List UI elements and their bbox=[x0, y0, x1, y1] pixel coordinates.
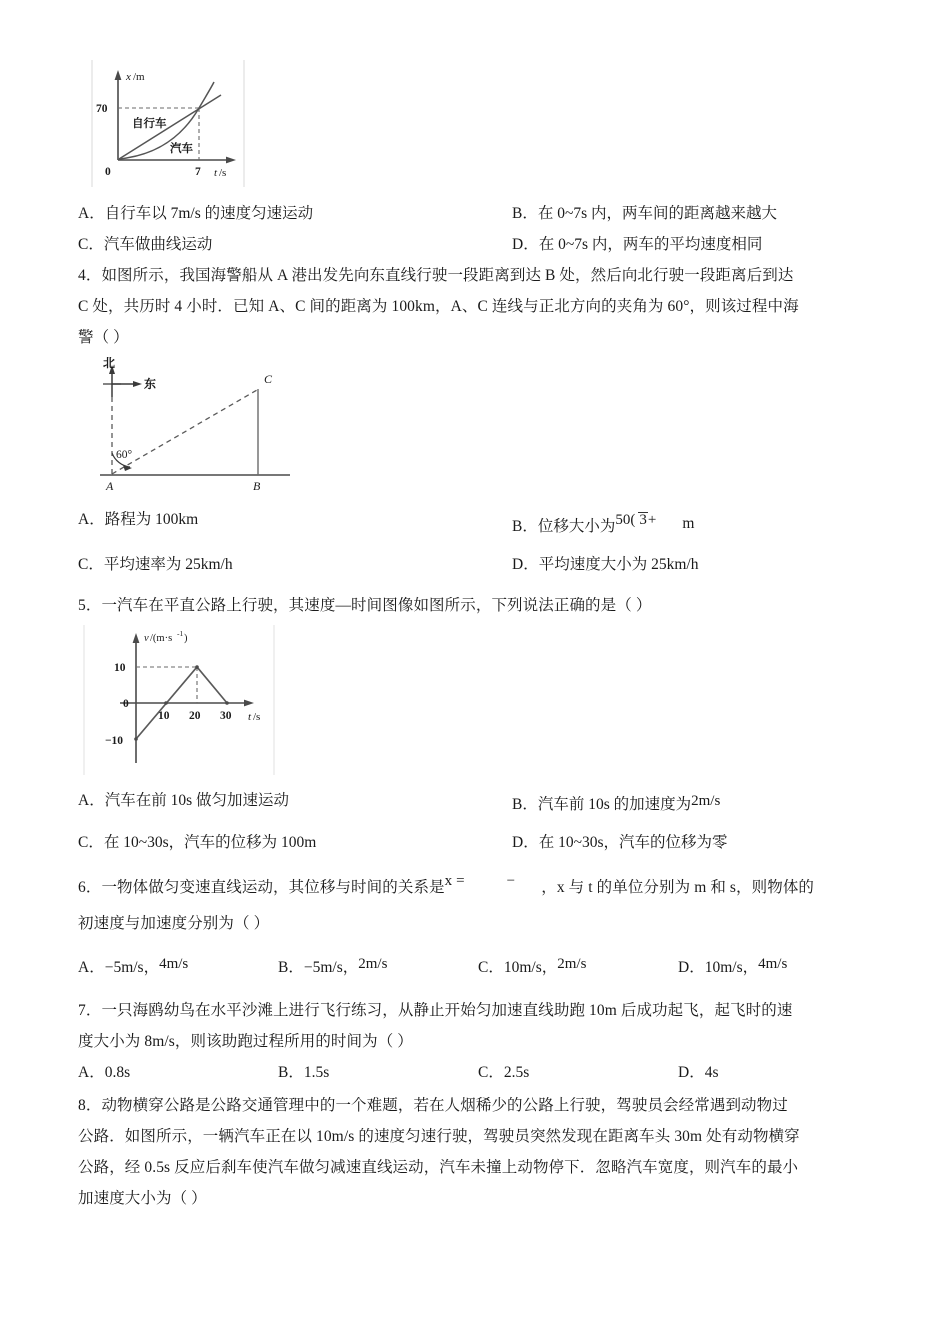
q4-option-a-key: A． bbox=[78, 511, 105, 528]
q6-option-b-text: −5m/s， bbox=[303, 959, 359, 976]
svg-text:A: A bbox=[106, 479, 114, 493]
q6-option-d-formula: 4m/s bbox=[758, 956, 788, 972]
q8-stem-line-3: 公路，经 0.5s 反应后刹车使汽车做匀减速直线运动，汽车未撞上动物停下．忽略汽车宽度，则汽车的最小 bbox=[78, 1159, 799, 1176]
q4-option-c[interactable] bbox=[78, 546, 478, 584]
q4-formula-radicand: 3 bbox=[639, 512, 647, 528]
q3-option-a-text: 自行车以 7m/s 的速度匀速运动 bbox=[104, 205, 314, 222]
q4-option-a-text: 路程为 100km bbox=[104, 511, 199, 528]
svg-text:北: 北 bbox=[103, 357, 116, 370]
q5-option-c-key: C． bbox=[78, 834, 104, 851]
svg-text:C: C bbox=[264, 372, 273, 386]
svg-text:−10: −10 bbox=[105, 735, 124, 747]
q4-stem-line-1: 4．如图所示，我国海警船从 A 港出发先向东直线行驶一段距离到达 B 处，然后向北行驶一段距离后到达 bbox=[78, 267, 794, 284]
q3-option-a-key: A． bbox=[78, 205, 105, 222]
q5-velocity-time-figure bbox=[78, 623, 878, 778]
svg-text:东: 东 bbox=[144, 377, 157, 391]
q5-option-b-key: B． bbox=[512, 796, 538, 813]
q3-option-c-key: C． bbox=[78, 236, 104, 253]
q4-option-d-text: 平均速度大小为 25km/h bbox=[538, 556, 699, 573]
q5-option-a[interactable] bbox=[78, 782, 478, 824]
q4-formula-unit: m bbox=[682, 515, 695, 532]
q3-options-row-1 bbox=[78, 198, 878, 229]
svg-text:30: 30 bbox=[220, 710, 232, 722]
q6-option-d-text: 10m/s， bbox=[704, 959, 759, 976]
svg-text:/s: /s bbox=[219, 167, 227, 179]
q4-option-b-key: B． bbox=[512, 518, 538, 535]
q3-option-a[interactable] bbox=[78, 198, 478, 229]
q6-formula-op: − bbox=[506, 873, 516, 889]
q6-stem-text-a: 6．一物体做匀变速直线运动，其位移与时间的关系是 bbox=[78, 879, 445, 896]
q6-option-c-formula: 2m/s bbox=[557, 956, 587, 972]
svg-text:B: B bbox=[253, 479, 261, 493]
q3-option-c[interactable] bbox=[78, 229, 478, 260]
q4-option-c-key: C． bbox=[78, 556, 104, 573]
q5-options-row-2 bbox=[78, 824, 878, 862]
q4-stem-line-2: C 处，共历时 4 小时．已知 A、C 间的距离为 100km，A、C 连线与正北方向的夹角为 60°，则该过程中海 bbox=[78, 298, 799, 315]
q3-option-d[interactable] bbox=[478, 229, 878, 260]
svg-text:汽车: 汽车 bbox=[170, 141, 193, 155]
q3-option-b-text: 在 0~7s 内，两车间的距离越来越大 bbox=[537, 205, 778, 222]
q6-option-b[interactable] bbox=[278, 945, 478, 987]
q7-option-a[interactable] bbox=[78, 1057, 278, 1088]
q7-option-a-text: 0.8s bbox=[104, 1064, 131, 1081]
q7-option-b-key: B． bbox=[278, 1064, 304, 1081]
q8-stem-line-1: 8．动物横穿公路是公路交通管理中的一个难题，若在人烟稀少的公路上行驶，驾驶员会经常遇到动物过 bbox=[78, 1097, 788, 1114]
q7-stem-line-1: 7．一只海鸥幼鸟在水平沙滩上进行飞行练习，从静止开始匀加速直线助跑 10m 后成功起飞，起飞时的速 bbox=[78, 1002, 793, 1019]
svg-text:70: 70 bbox=[96, 103, 108, 115]
q5-option-b-text: 汽车前 10s 的加速度为 bbox=[537, 796, 692, 813]
q4-formula-lead: 50( bbox=[615, 512, 636, 528]
q7-option-d[interactable] bbox=[678, 1057, 878, 1088]
q6-stem-text-b: ，x 与 t 的单位分别为 m 和 s，则物体的 bbox=[541, 879, 815, 896]
svg-text:v: v bbox=[144, 633, 149, 644]
q3-options-row-2 bbox=[78, 229, 878, 260]
q4-options-row-2 bbox=[78, 546, 878, 584]
q5-stem: 5．一汽车在平直公路上行驶，其速度—时间图像如图所示，下列说法正确的是（ ） bbox=[78, 597, 652, 614]
q4-option-a[interactable] bbox=[78, 501, 478, 546]
svg-text:-1: -1 bbox=[177, 629, 184, 638]
q5-options-row-1 bbox=[78, 782, 878, 824]
svg-text:20: 20 bbox=[189, 710, 201, 722]
svg-text:10: 10 bbox=[114, 662, 126, 674]
q3-option-d-key: D． bbox=[512, 236, 539, 253]
q7-option-b-text: 1.5s bbox=[303, 1064, 330, 1081]
svg-text:自行车: 自行车 bbox=[132, 116, 167, 130]
svg-text:10: 10 bbox=[158, 710, 170, 722]
svg-text:7: 7 bbox=[195, 166, 201, 178]
q6-option-d-key: D． bbox=[678, 959, 705, 976]
q7-option-c-key: C． bbox=[478, 1064, 504, 1081]
q6-option-c-text: 10m/s， bbox=[503, 959, 558, 976]
svg-text:t: t bbox=[248, 711, 252, 723]
q8-stem-line-2: 公路．如图所示，一辆汽车正在以 10m/s 的速度匀速行驶，驾驶员突然发现在距离车头 30m 处有动物横穿 bbox=[78, 1128, 800, 1145]
svg-text:60°: 60° bbox=[116, 449, 133, 461]
q6-option-b-formula: 2m/s bbox=[358, 956, 388, 972]
q4-navigation-figure bbox=[78, 357, 878, 497]
q3-option-c-text: 汽车做曲线运动 bbox=[103, 236, 213, 253]
q7-options-row bbox=[78, 1057, 878, 1088]
q6-options-row bbox=[78, 945, 878, 987]
q5-option-b[interactable] bbox=[478, 782, 878, 824]
q7-option-c[interactable] bbox=[478, 1057, 678, 1088]
q6-stem-line-2: 初速度与加速度分别为（ ） bbox=[78, 915, 270, 932]
svg-text:0: 0 bbox=[105, 166, 111, 178]
q6-option-a-text: −5m/s， bbox=[104, 959, 160, 976]
q7-option-b[interactable] bbox=[278, 1057, 478, 1088]
q6-stem-line-1 bbox=[78, 866, 878, 903]
q7-stem-line-2: 度大小为 8m/s，则该助跑过程所用的时间为（ ） bbox=[78, 1033, 413, 1050]
q4-option-d-key: D． bbox=[512, 556, 539, 573]
q4-formula-tail: + bbox=[647, 512, 657, 528]
q5-option-b-formula: 2m/s bbox=[691, 793, 721, 809]
q4-option-b-formula bbox=[615, 501, 694, 543]
q4-option-d[interactable] bbox=[478, 546, 878, 584]
svg-text:0: 0 bbox=[123, 698, 129, 710]
q7-option-a-key: A． bbox=[78, 1064, 105, 1081]
q5-option-d[interactable] bbox=[478, 824, 878, 862]
q5-option-c[interactable] bbox=[78, 824, 478, 862]
svg-text:/s: /s bbox=[253, 711, 261, 723]
q3-position-time-figure bbox=[78, 56, 878, 191]
q3-option-d-text: 在 0~7s 内，两车的平均速度相同 bbox=[538, 236, 763, 253]
q4-option-b-text: 位移大小为 bbox=[537, 518, 616, 535]
q7-option-c-text: 2.5s bbox=[503, 1064, 530, 1081]
q4-options-row-1 bbox=[78, 501, 878, 546]
q6-option-d[interactable] bbox=[678, 945, 878, 987]
q6-stem-formula bbox=[445, 866, 542, 900]
q4-option-c-text: 平均速率为 25km/h bbox=[103, 556, 233, 573]
page-content bbox=[78, 56, 878, 1214]
q6-option-a-formula: 4m/s bbox=[159, 956, 189, 972]
q6-option-b-key: B． bbox=[278, 959, 304, 976]
q6-option-c[interactable] bbox=[478, 945, 678, 987]
q6-option-a[interactable] bbox=[78, 945, 278, 987]
q6-option-c-key: C． bbox=[478, 959, 504, 976]
svg-text:t: t bbox=[214, 167, 218, 179]
q3-option-b[interactable] bbox=[478, 198, 878, 229]
svg-text:/(m·s: /(m·s bbox=[150, 633, 173, 644]
q3-option-b-key: B． bbox=[512, 205, 538, 222]
q8-stem-line-4: 加速度大小为（ ） bbox=[78, 1190, 207, 1207]
q5-option-c-text: 在 10~30s，汽车的位移为 100m bbox=[103, 834, 317, 851]
svg-text:): ) bbox=[184, 633, 188, 644]
q7-option-d-key: D． bbox=[678, 1064, 705, 1081]
q6-option-a-key: A． bbox=[78, 959, 105, 976]
q6-formula-lhs: x = bbox=[444, 873, 465, 889]
q5-option-d-text: 在 10~30s，汽车的位移为零 bbox=[538, 834, 728, 851]
q4-stem-line-3: 警（ ） bbox=[78, 329, 129, 346]
q5-option-a-text: 汽车在前 10s 做匀加速运动 bbox=[104, 792, 289, 809]
svg-text:/m: /m bbox=[133, 71, 145, 83]
q5-option-a-key: A． bbox=[78, 792, 105, 809]
q5-option-d-key: D． bbox=[512, 834, 539, 851]
svg-text:x: x bbox=[126, 71, 131, 83]
q7-option-d-text: 4s bbox=[704, 1064, 719, 1081]
q4-option-b[interactable] bbox=[478, 501, 878, 546]
